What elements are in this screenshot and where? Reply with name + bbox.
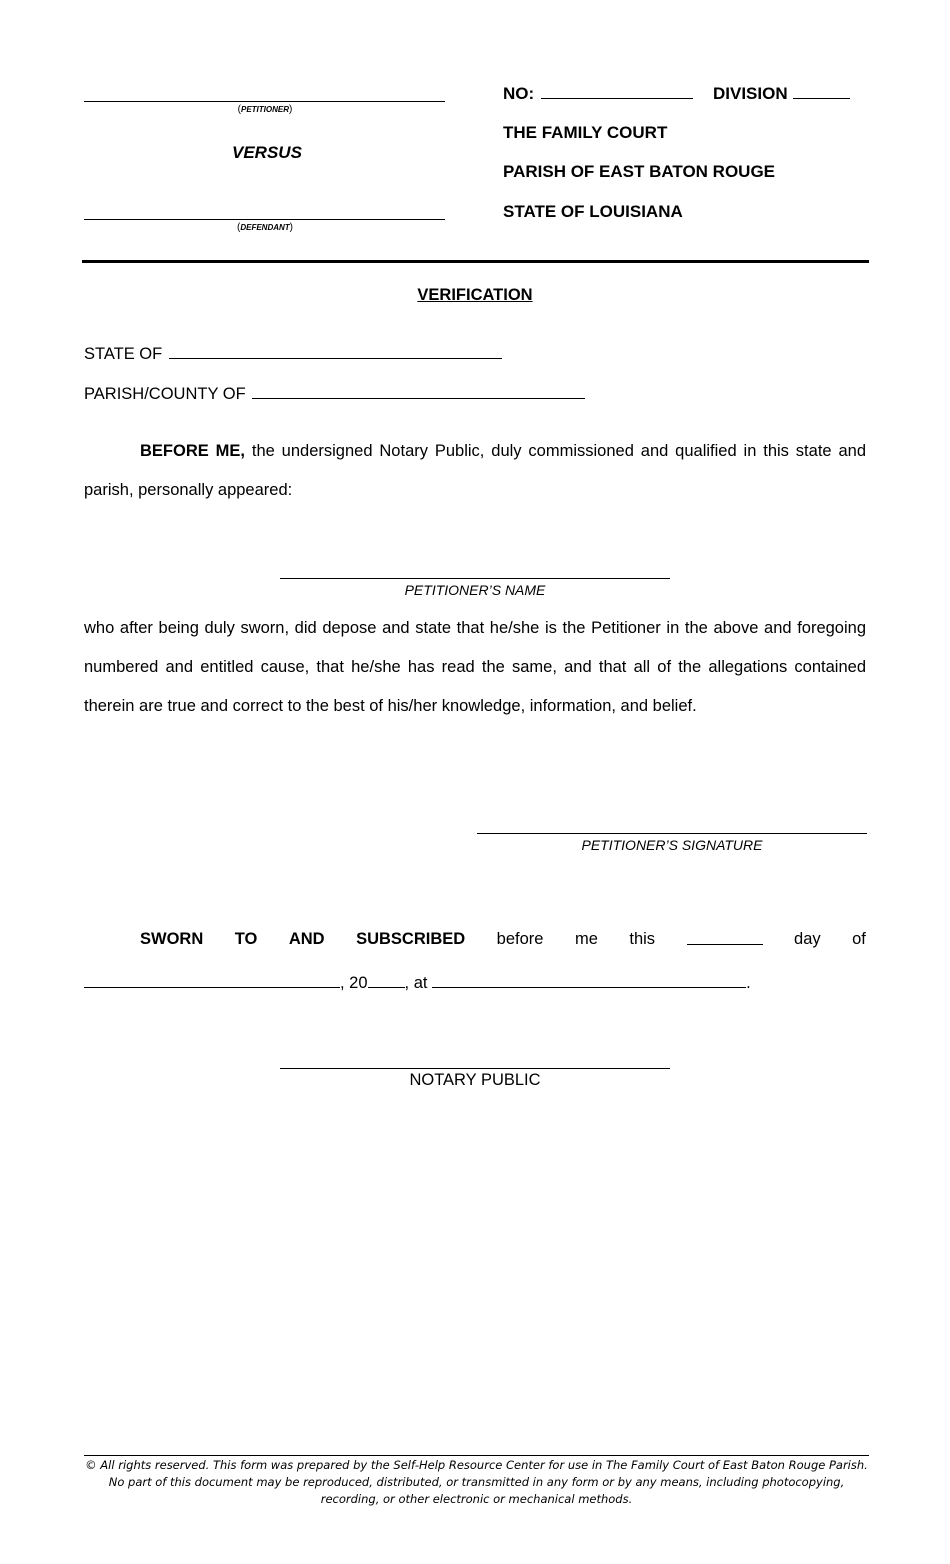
petitioner-name-label: PETITIONER’S NAME bbox=[404, 582, 546, 598]
before-me-paragraph: BEFORE ME, the undersigned Notary Public, duly commissioned and qualified in this state and parish, personally appeared: bbox=[84, 442, 866, 499]
sworn-word: of bbox=[852, 930, 866, 948]
sworn-word: AND bbox=[288, 930, 325, 948]
petitioner-name-blank[interactable] bbox=[280, 578, 670, 579]
state-name: STATE OF LOUISIANA bbox=[503, 202, 683, 221]
division-blank[interactable] bbox=[793, 84, 850, 99]
sworn-to-line bbox=[84, 930, 866, 949]
sworn-word: before bbox=[496, 930, 544, 948]
petitioner-label: (PETITIONER) bbox=[237, 104, 293, 115]
date-place-line: , 20 , at . bbox=[84, 973, 751, 993]
footer-divider bbox=[84, 1455, 869, 1456]
sworn-word: this bbox=[629, 930, 656, 948]
copyright-footer: © All rights reserved. This form was prepared by the Self-Help Resource Center for use in The Family Court of East Baton Rouge Parish. No part of this document may be reproduced, distributed, or transmitted in any form or by any means, including photocopying, recording, or other electronic or mechanical methods. bbox=[85, 1458, 868, 1506]
case-number-line: NO: bbox=[503, 84, 693, 104]
petitioner-signature-blank[interactable] bbox=[477, 833, 867, 834]
case-number-blank[interactable] bbox=[541, 84, 693, 99]
sworn-word: me bbox=[574, 930, 598, 948]
parish-county-line: PARISH/COUNTY OF bbox=[84, 384, 585, 404]
notary-signature-blank[interactable] bbox=[280, 1068, 670, 1069]
sworn-statement-paragraph: who after being duly sworn, did depose and state that he/she is the Petitioner in the above and foregoing numbered and entitled cause, that he/she has read the same, and that all of the allegations contained therein are true and correct to the best of his/her knowledge, information, and belief. bbox=[84, 619, 866, 715]
document-title: VERIFICATION bbox=[417, 286, 533, 304]
petitioner-signature-label: PETITIONER’S SIGNATURE bbox=[581, 837, 763, 853]
notary-public-label: NOTARY PUBLIC bbox=[409, 1071, 541, 1089]
month-blank[interactable] bbox=[84, 973, 340, 988]
defendant-blank[interactable] bbox=[84, 219, 445, 220]
place-blank[interactable] bbox=[432, 973, 746, 988]
court-name: THE FAMILY COURT bbox=[503, 123, 668, 142]
parish-name: PARISH OF EAST BATON ROUGE bbox=[503, 162, 776, 181]
day-blank[interactable] bbox=[687, 930, 763, 945]
sworn-word: day bbox=[794, 930, 821, 948]
year-blank[interactable] bbox=[368, 973, 405, 988]
caption-divider bbox=[82, 260, 869, 263]
sworn-word: SWORN bbox=[140, 930, 204, 948]
parish-county-blank[interactable] bbox=[252, 384, 585, 399]
defendant-label: (DEFENDANT) bbox=[236, 222, 294, 233]
sworn-word: TO bbox=[234, 930, 258, 948]
state-of-line: STATE OF bbox=[84, 344, 502, 364]
versus-label: VERSUS bbox=[232, 143, 302, 162]
state-of-blank[interactable] bbox=[169, 344, 502, 359]
sworn-word: SUBSCRIBED bbox=[356, 930, 466, 948]
petitioner-blank[interactable] bbox=[84, 101, 445, 102]
division-line: DIVISION bbox=[713, 84, 850, 104]
